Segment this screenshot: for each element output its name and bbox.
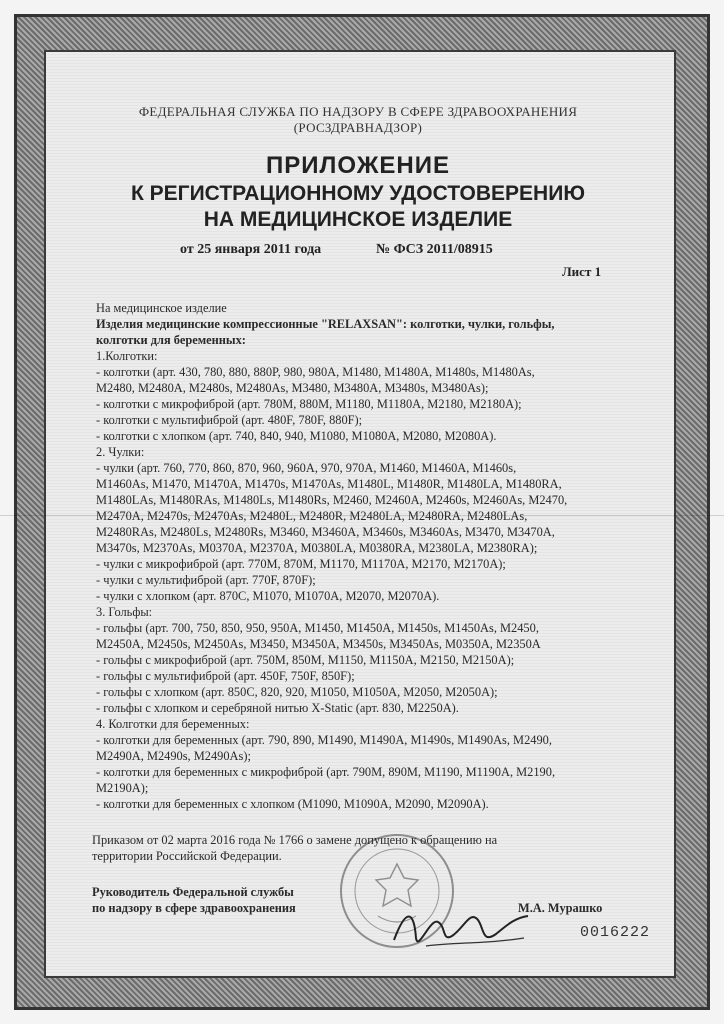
body-line: - гольфы с микрофиброй (арт. 750M, 850M, M1150, M1150A, M2150, M2150A); — [96, 653, 515, 667]
body-line: - гольфы с мультифиброй (арт. 450F, 750F, 850F); — [96, 669, 355, 683]
body-line: - гольфы с хлопком и серебряной нитью X-Static (арт. 830, M2250A). — [96, 701, 459, 715]
order-note-line-1: Приказом от 02 марта 2016 года № 1766 о замене допущено к обращению на — [92, 833, 498, 847]
serial-number: 0016222 — [579, 924, 650, 941]
body-line: M2480, M2480A, M2480s, M2480As, M3480, M3480A, M3480s, M3480As); — [96, 381, 489, 395]
head-title-line-1: Руководитель Федеральной службы — [92, 885, 294, 899]
body-line: - чулки с мультифиброй (арт. 770F, 870F); — [96, 573, 316, 587]
handwritten-signature — [386, 898, 536, 958]
body-line: M2480RAs, M2480Ls, M2480Rs, M3460, M3460A, M3460s, M3460As, M3470, M3470A, — [96, 525, 555, 539]
signer-name: М.А. Мурашко — [518, 901, 603, 915]
product-title-line-1: Изделия медицинские компрессионные "RELAXSAN": колготки, чулки, гольфы, — [96, 317, 555, 331]
body-line: - колготки для беременных с микрофиброй (арт. 790M, 890M, M1190, M1190A, M2190, — [96, 765, 556, 779]
body-line: - чулки с микрофиброй (арт. 770M, 870M, M1170, M1170A, M2170, M2170A); — [96, 557, 506, 571]
body-line: 1.Колготки: — [96, 349, 158, 363]
head-title-line-2: по надзору в сфере здравоохранения — [92, 901, 296, 915]
body-line: M2470A, M2470s, M2470As, M2480L, M2480R, M2480LA, M2480RA, M2480LAs, — [96, 509, 528, 523]
device-description — [96, 300, 661, 812]
body-line: - колготки для беременных с хлопком (M1090, M1090A, M2090, M2090A). — [96, 797, 489, 811]
body-line: - чулки (арт. 760, 770, 860, 870, 960, 960A, 970, 970A, M1460, M1460A, M1460s, — [96, 461, 517, 475]
document-date: от 25 января 2011 года — [180, 242, 322, 257]
body-line: M1480LAs, M1480RAs, M1480Ls, M1480Rs, M2460, M2460A, M2460s, M2460As, M2470, — [96, 493, 568, 507]
body-line: - гольфы (арт. 700, 750, 850, 950, 950A, M1450, M1450A, M1450s, M1450As, M2450, — [96, 621, 539, 635]
body-line: - гольфы с хлопком (арт. 850C, 820, 920, M1050, M1050A, M2050, M2050A); — [96, 685, 498, 699]
body-line: - чулки с хлопком (арт. 870C, M1070, M1070A, M2070, M2070A). — [96, 589, 440, 603]
body-line: M2450A, M2450s, M2450As, M3450, M3450A, M3450s, M3450As, M0350A, M2350A — [96, 637, 541, 651]
body-line: M2190A); — [96, 781, 149, 795]
body-line: M3470s, M2370As, M0370A, M2370A, M0380LA, M0380RA, M2380LA, M2380RA); — [96, 541, 538, 555]
title-certificate: К РЕГИСТРАЦИОННОМУ УДОСТОВЕРЕНИЮ — [131, 182, 585, 205]
product-title-line-2: колготки для беременных: — [96, 333, 246, 347]
agency-abbreviation: (РОСЗДРАВНАДЗОР) — [293, 120, 423, 135]
sheet-number: Лист 1 — [562, 264, 602, 279]
body-line: M2490A, M2490s, M2490As); — [96, 749, 251, 763]
body-line: - колготки (арт. 430, 780, 880, 880P, 980, 980A, M1480, M1480A, M1480s, M1480As, — [96, 365, 535, 379]
body-line: 4. Колготки для беременных: — [96, 717, 250, 731]
body-line: - колготки с хлопком (арт. 740, 840, 940, M1080, M1080A, M2080, M2080A). — [96, 429, 497, 443]
body-line: 2. Чулки: — [96, 445, 145, 459]
title-appendix: ПРИЛОЖЕНИЕ — [266, 152, 450, 179]
body-line: - колготки с микрофиброй (арт. 780M, 880M, M1180, M1180A, M2180, M2180A); — [96, 397, 522, 411]
body-line: M1460As, M1470, M1470A, M1470s, M1470As, M1480L, M1480R, M1480LA, M1480RA, — [96, 477, 562, 491]
body-line: - колготки для беременных (арт. 790, 890, M1490, M1490A, M1490s, M1490As, M2490, — [96, 733, 552, 747]
body-line: 3. Гольфы: — [96, 605, 153, 619]
order-note-line-2: территории Российской Федерации. — [92, 849, 282, 863]
intro-text: На медицинское изделие — [96, 301, 227, 315]
body-line: - колготки с мультифиброй (арт. 480F, 780F, 880F); — [96, 413, 363, 427]
document-content — [56, 60, 660, 960]
title-medical-device: НА МЕДИЦИНСКОЕ ИЗДЕЛИЕ — [203, 208, 513, 231]
document-number: № ФСЗ 2011/08915 — [376, 242, 493, 257]
agency-name: ФЕДЕРАЛЬНАЯ СЛУЖБА ПО НАДЗОРУ В СФЕРЕ ЗДРАВООХРАНЕНИЯ — [138, 104, 578, 119]
